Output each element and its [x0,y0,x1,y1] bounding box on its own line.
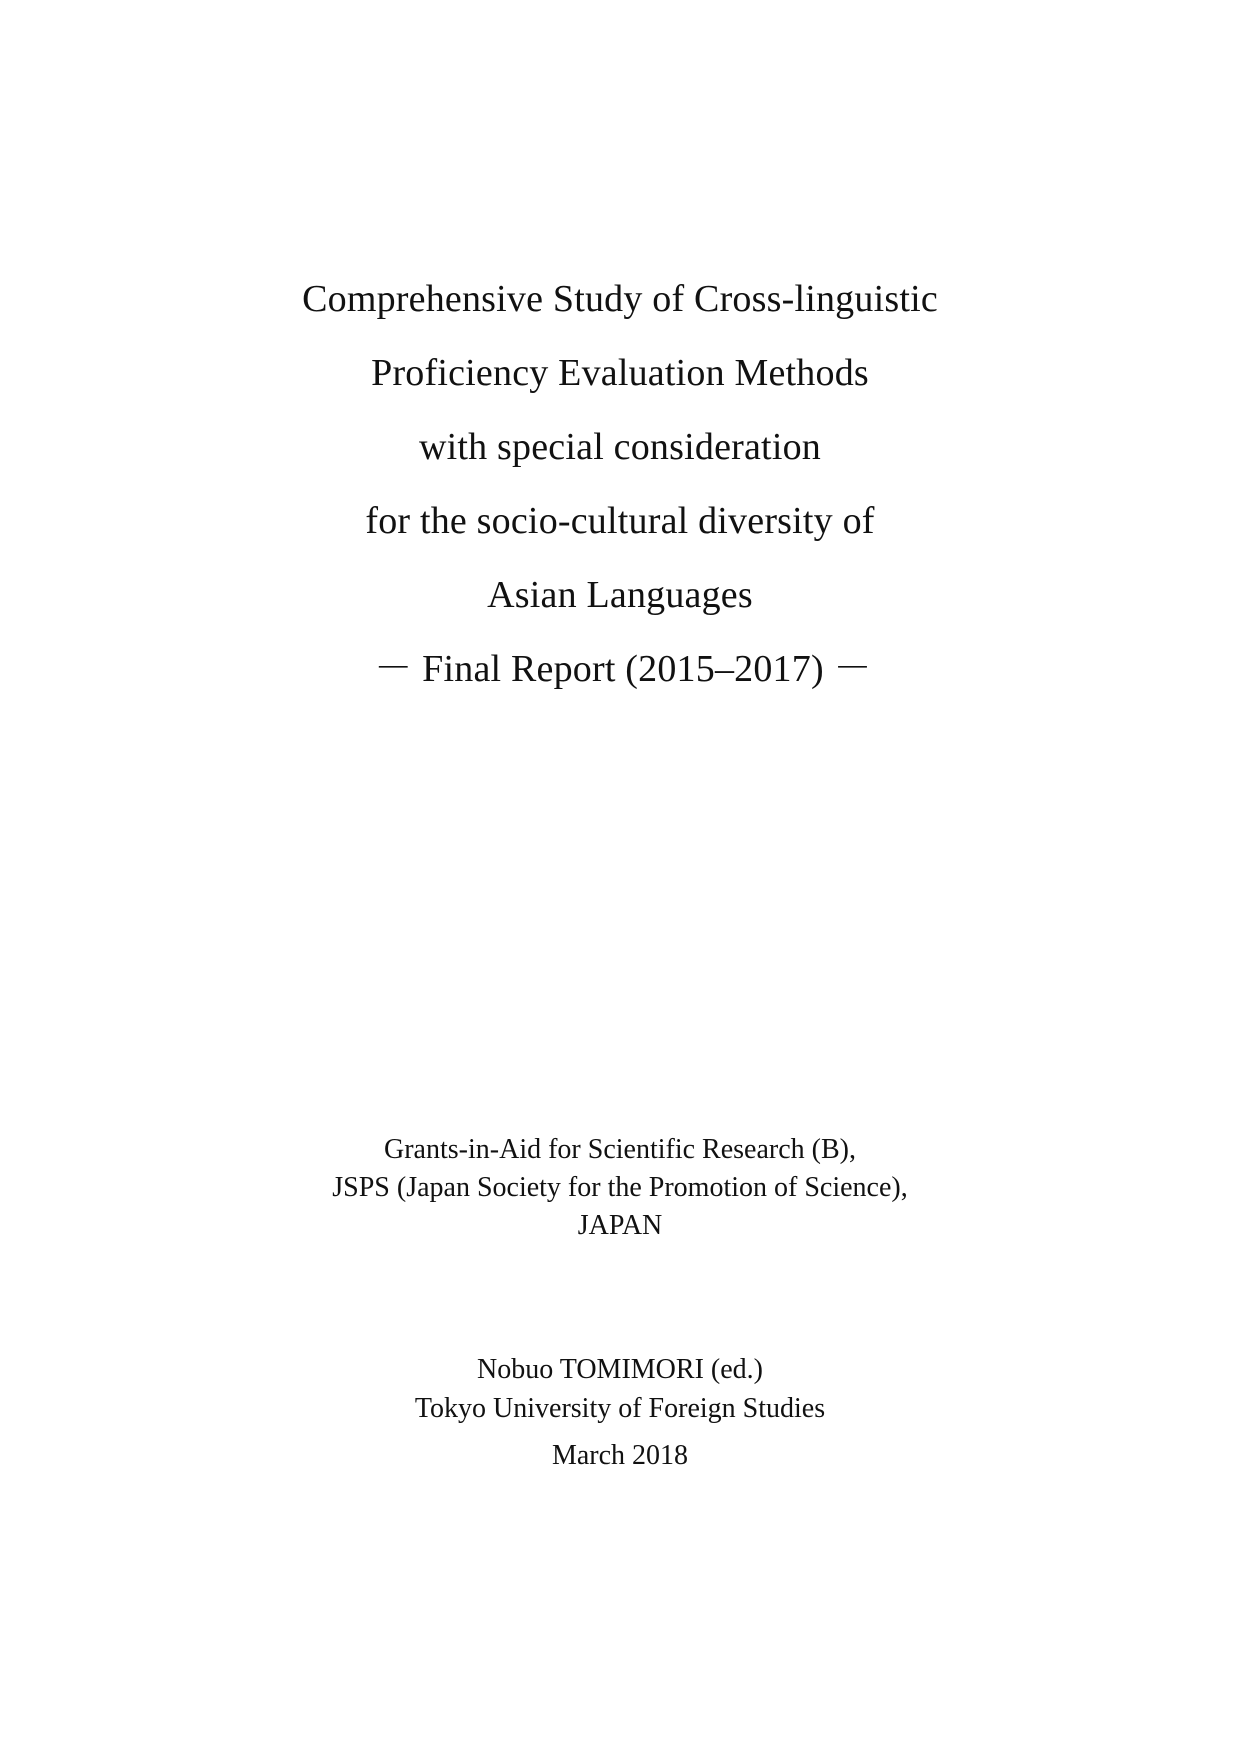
funding-line-2: JSPS (Japan Society for the Promotion of Science), [332,1172,908,1203]
title-line-5: Asian Languages [487,574,753,616]
title-line-4: for the socio-cultural diversity of [365,500,875,542]
report-title [0,262,1240,706]
publication-date: March 2018 [551,1440,689,1471]
editor-name: Nobuo TOMIMORI (ed.) [477,1354,763,1385]
title-line-3: with special consideration [419,426,821,468]
funding-statement [0,1131,1240,1245]
title-line-1: Comprehensive Study of Cross-linguistic [302,278,938,320]
report-subtitle: － Final Report (2015–2017) － [374,648,872,690]
editor-institution: Tokyo University of Foreign Studies [414,1393,826,1424]
title-line-2: Proficiency Evaluation Methods [371,352,869,394]
editor-info [0,1350,1240,1428]
funding-line-3: JAPAN [577,1210,663,1241]
funding-line-1: Grants-in-Aid for Scientific Research (B), [384,1134,856,1165]
